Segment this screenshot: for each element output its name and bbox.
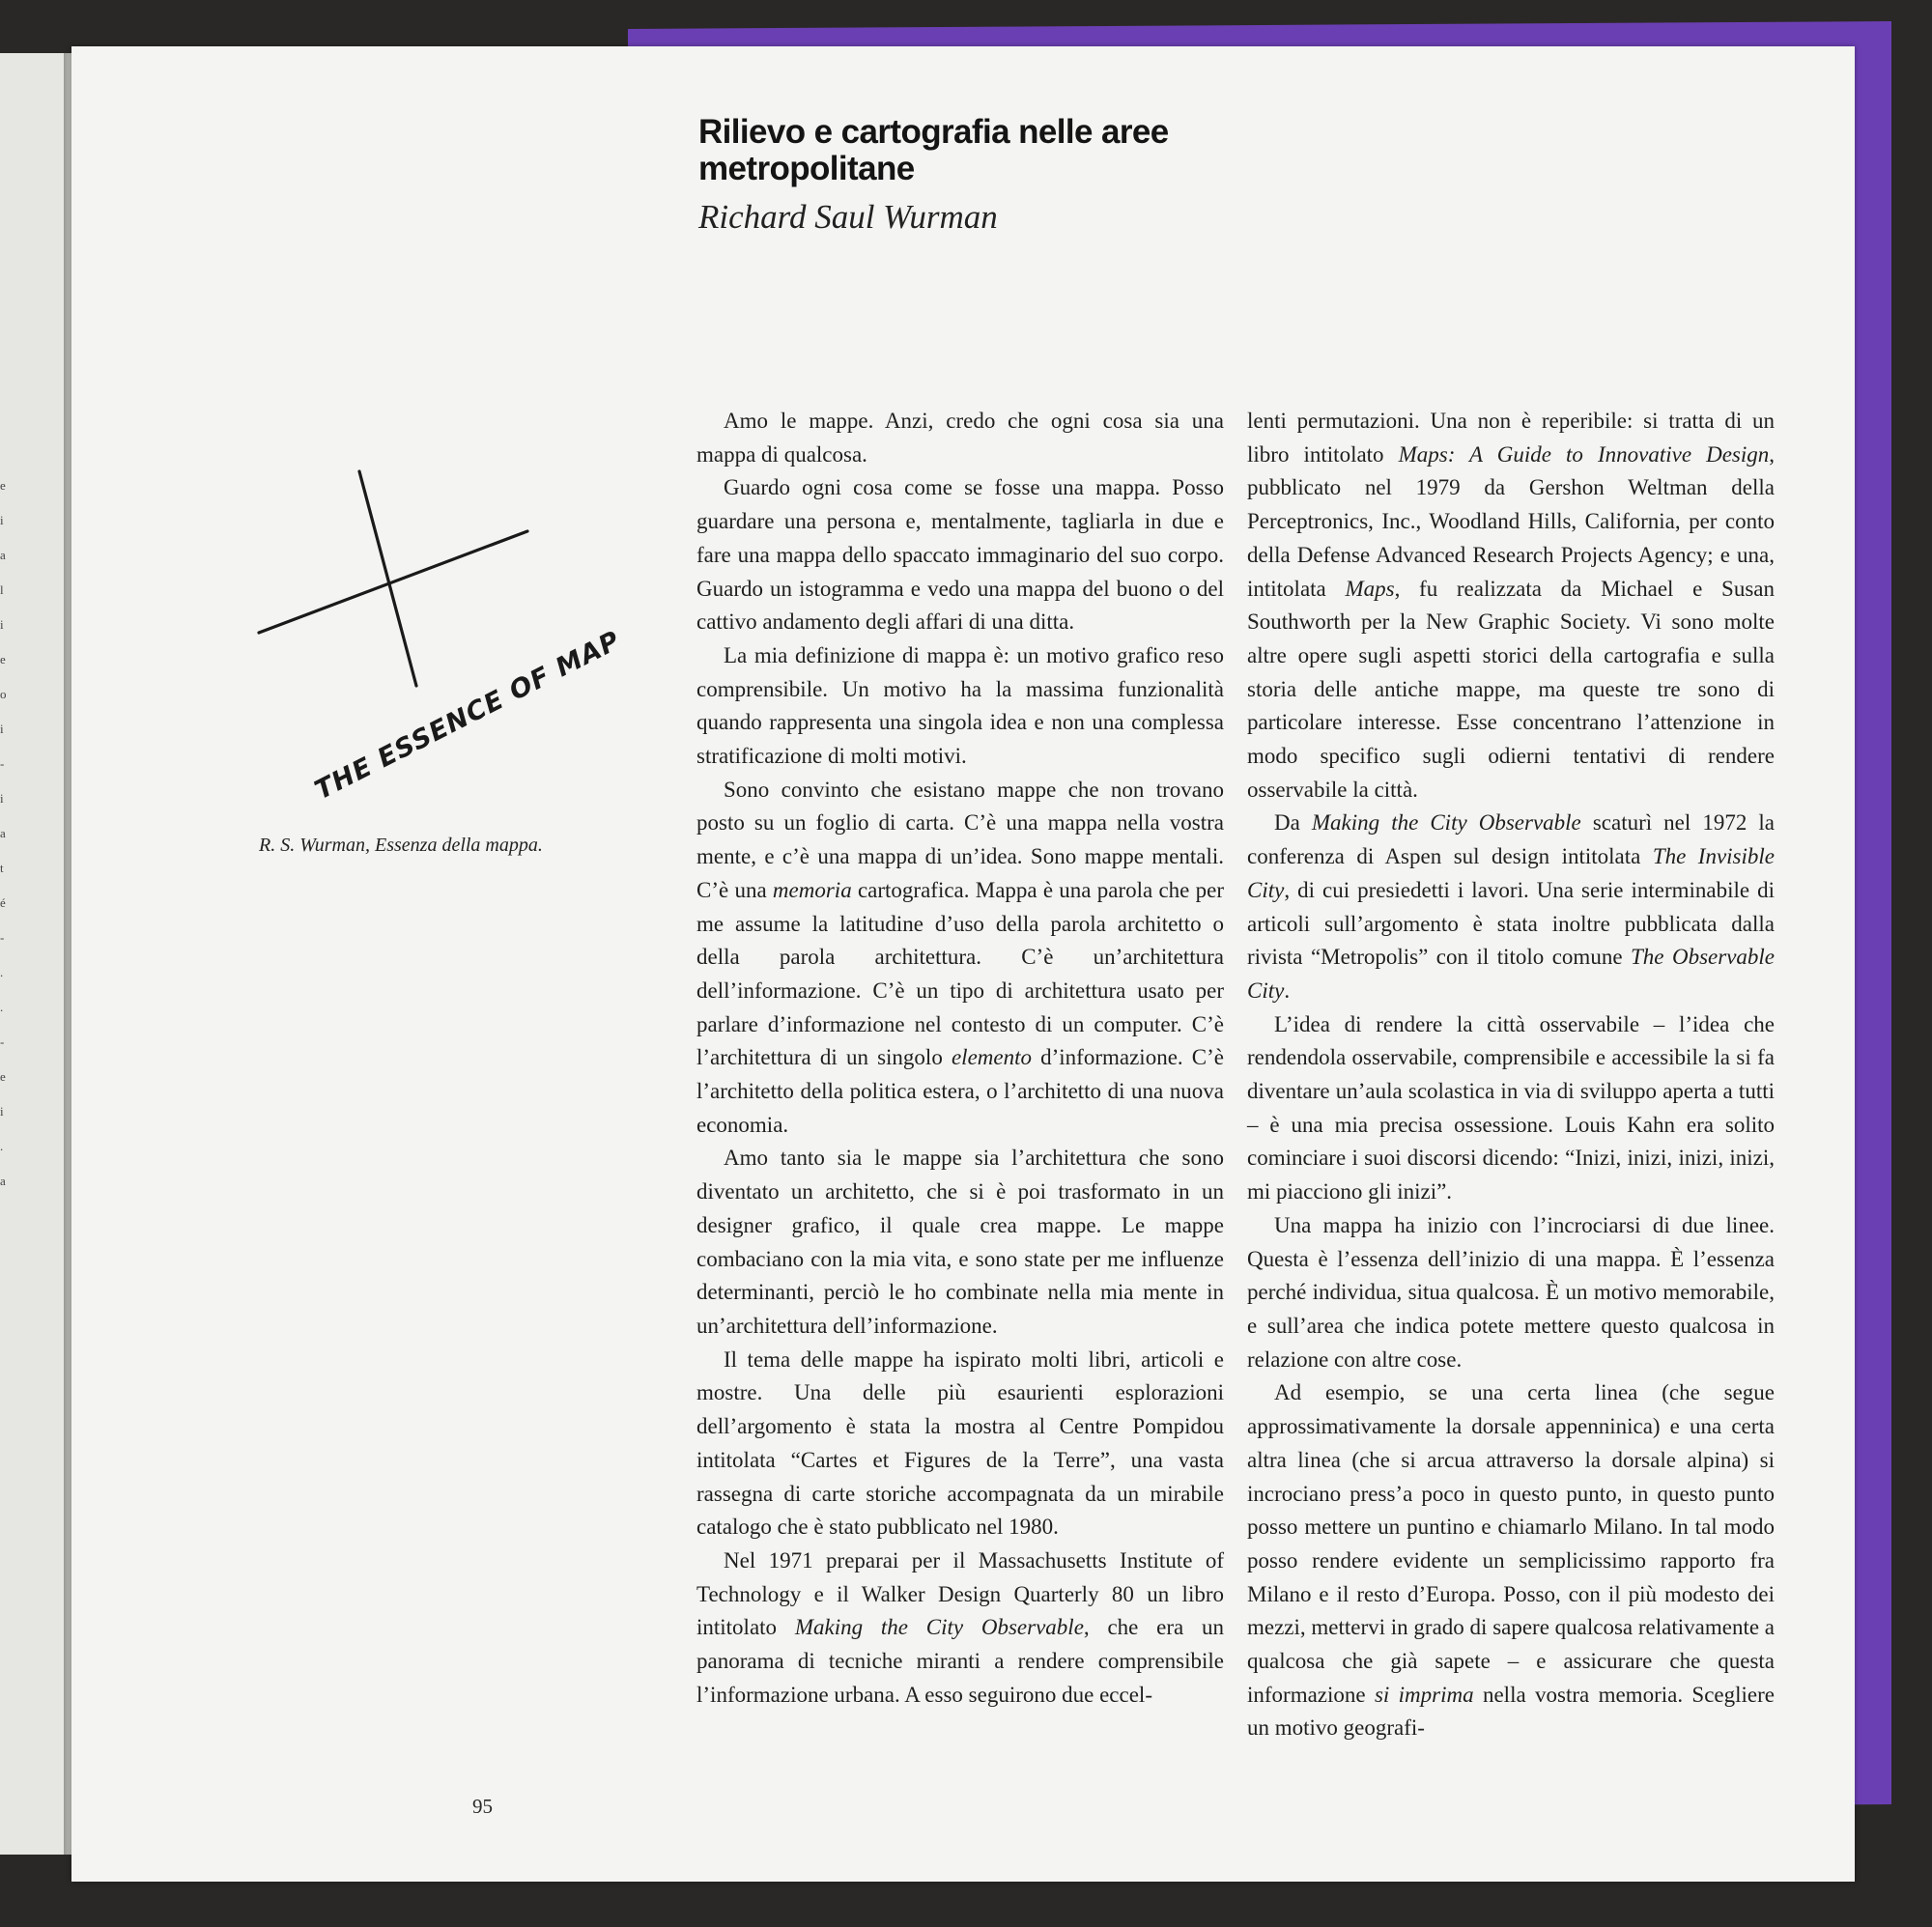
body-paragraph — [696, 639, 1224, 774]
text-run: Sono convinto che esistano mappe che non trovano posto su un foglio di carta. C’è una mappa nella vostra mente, e c’è una mappa di un’idea. Sono mappe mentali. C’è una — [696, 777, 1224, 902]
text-run: . — [1284, 978, 1291, 1003]
text-run: Una mappa ha inizio con l’incrociarsi di due linee. Questa è l’essenza dell’inizio di una mappa. È l’essenza perché individua, situa qualcosa. È un motivo memorabile, e sull’area che indica potete mettere questo qualcosa in relazione con altre cose. — [1247, 1212, 1775, 1372]
text-run: Nel 1971 preparai per il Massachusetts Institute of Technology e il Walker Design Quarterly 80 un libro intitolato — [696, 1547, 1224, 1640]
text-run: nella vostra memoria. Scegliere un motivo geografi- — [1247, 1682, 1775, 1741]
text-run: , di cui presiedetti i lavori. Una serie interminabile di articoli sull’argomento è stata inoltre pubblicata dalla rivista “Metropolis” con il titolo comune — [1247, 877, 1775, 970]
article-title: Rilievo e cartografia nelle aree metropolitane — [698, 113, 1169, 187]
text-run: Il tema delle mappe ha ispirato molti libri, articoli e mostre. Una delle più esaurienti esplorazioni dell’argomento è stata la mostra al Centre Pompidou intitolata “Cartes et Figures de la Terre”, una vasta rassegna di carte storiche accompagnata da un mirabile catalogo che è stato pubblicato nel 1980. — [696, 1346, 1224, 1540]
body-paragraph — [696, 774, 1224, 1143]
text-column-left — [696, 405, 1224, 1712]
essence-of-map-text: THE ESSENCE OF MAP — [310, 625, 626, 807]
body-paragraph — [696, 471, 1224, 639]
italic-run: Maps — [1345, 576, 1395, 601]
figure-caption: R. S. Wurman, Essenza della mappa. — [259, 835, 543, 856]
vertical-map-line — [359, 471, 416, 686]
book-page — [71, 46, 1855, 1882]
text-run: Guardo ogni cosa come se fosse una mappa. Posso guardare una persona e, mentalmente, tagliarla in due e fare una mappa dello spaccato immaginario del suo corpo. Guardo un istogramma e vedo una mappa del buono o del cattivo andamento degli affari di una ditta. — [696, 475, 1224, 635]
text-run: scaturì nel 1972 la conferenza di Aspen sul design intitolata — [1247, 810, 1775, 869]
facing-page-text-fragments: e i a l i e o i - i a t é - . . - e i . a — [0, 478, 7, 1188]
italic-run: Making the City Observable — [794, 1615, 1084, 1640]
text-run: lenti permutazioni. Una non è reperibile: si tratta di un libro intitolato — [1247, 409, 1775, 467]
text-run: cartografica. Mappa è una parola che per me assume la latitudine d’uso della parola architetto o della parola architettura. C’è un’architettura dell’informazione. C’è un tipo di architettura usato per parlare d’informazione nel contesto di un computer. C’è l’architettura di un singolo — [696, 877, 1225, 1070]
body-paragraph — [1247, 807, 1775, 1007]
horizontal-map-line — [259, 531, 527, 633]
page-number: 95 — [472, 1795, 493, 1818]
article-author: Richard Saul Wurman — [698, 198, 998, 236]
text-column-right — [1247, 405, 1775, 1745]
italic-run: Maps: A Guide to Innovative Design — [1398, 441, 1770, 467]
text-run: L’idea di rendere la città osservabile – l’idea che rendendola osservabile, comprensibile e accessibile la si fa diventare un’aula scolastica in via di sviluppo aperta a tutti – è una mia precisa ossessione. Louis Kahn era solito cominciare i suoi discorsi dicendo: “Inizi, inizi, inizi, inizi, mi piacciono gli inizi”. — [1247, 1011, 1775, 1204]
text-run: Amo tanto sia le mappe sia l’architettura che sono diventato un architetto, che si è poi trasformato in un designer grafico, il quale crea mappe. Le mappe combaciano con la mia vita, e sono state per me influenze determinanti, perciò le ho combinate nella mia mente in un’architettura dell’informazione. — [696, 1146, 1224, 1338]
italic-run: elemento — [951, 1045, 1032, 1070]
text-run: La mia definizione di mappa è: un motivo grafico reso comprensibile. Un motivo ha la massima funzionalità quando rappresenta una singola idea e non una complessa stratificazione di molti motivi. — [696, 642, 1224, 769]
body-paragraph — [1247, 405, 1775, 807]
text-run: Ad esempio, se una certa linea (che segue approssimativamente la dorsale appenninica) e una certa altra linea (che si arcua attraverso la dorsale alpina) si incrociano press’a poco in questo punto, in questo punto posso mettere un puntino e chiamarlo Milano. In tal modo posso rendere evidente un semplicissimo rapporto fra Milano e il resto d’Europa. Posso, con il più modesto dei mezzi, mettervi in grado di sapere qualcosa relativamente a qualcosa che già sapete – e assicurare che questa informazione — [1247, 1380, 1776, 1707]
italic-run: Making the City Observable — [1311, 810, 1581, 836]
body-paragraph — [696, 1142, 1224, 1343]
text-run: , fu realizzata da Michael e Susan Southworth per la New Graphic Society. Vi sono molte altre opere sugli aspetti storici della cartografia e sulla storia delle antiche mappe, ma queste tre sono di particolare interesse. Esse concentrano l’attenzione in modo specifico sugli odierni tentativi di rendere osservabile la città. — [1247, 576, 1775, 802]
text-run: , pubblicato nel 1979 da Gershon Weltman della Perceptronics, Inc., Woodland Hills, California, per conto della Defense Advanced Research Projects Agency; e una, intitolata — [1247, 441, 1775, 601]
body-paragraph — [696, 1544, 1224, 1713]
italic-run: The Invisible City — [1247, 844, 1775, 902]
facing-page-edge — [0, 53, 71, 1855]
body-paragraph — [696, 1344, 1224, 1544]
text-run: Amo le mappe. Anzi, credo che ogni cosa sia una mappa di qualcosa. — [696, 409, 1224, 467]
body-paragraph — [1247, 1209, 1775, 1377]
body-paragraph — [1247, 1376, 1775, 1745]
italic-run: The Observable City — [1247, 945, 1776, 1003]
body-paragraph — [1247, 1008, 1775, 1209]
text-run: d’informazione. C’è l’architetto della politica estera, o l’architetto di una nuova economia. — [696, 1045, 1225, 1137]
text-run: , che era un panorama di tecniche miranti a rendere comprensibile l’informazione urbana. A esso seguirono due eccel- — [696, 1615, 1224, 1707]
text-run: Da — [1274, 810, 1312, 836]
italic-run: si imprima — [1374, 1682, 1474, 1707]
italic-run: memoria — [772, 877, 852, 902]
body-paragraph — [696, 405, 1224, 471]
essence-of-map-drawing — [242, 464, 628, 850]
